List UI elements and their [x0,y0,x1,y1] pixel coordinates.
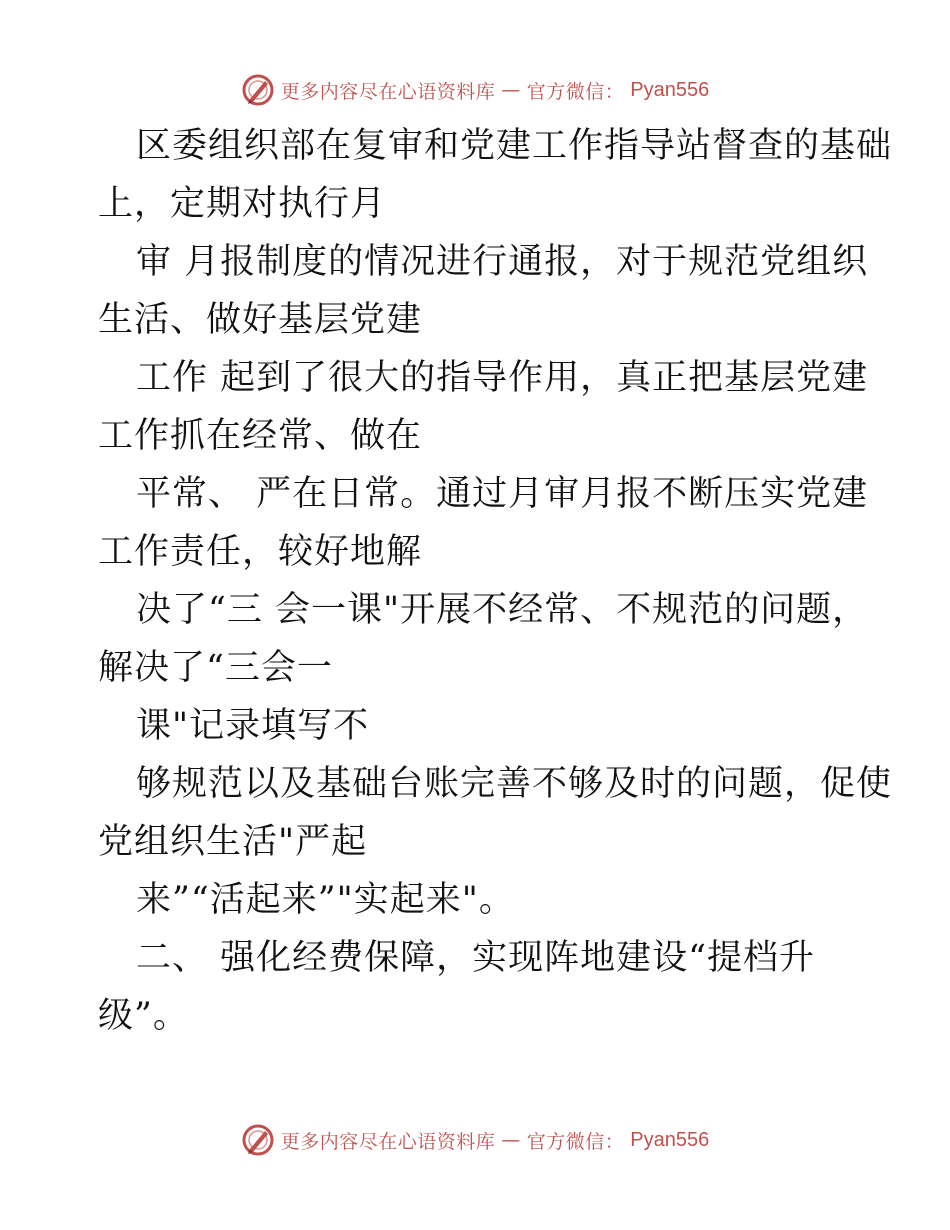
body-line: 来”“活起来”"实起来"。 [136,880,515,920]
body-line: 决了“三 会一课"开展不经常、不规范的问题， [136,590,869,630]
body-line: 工作责任，较好地解 [98,532,423,572]
body-line: 区委组织部在复审和党建工作指导站督查的基础 [136,126,893,166]
pen-logo-icon [241,73,275,107]
body-line: 解决了“三会一 [98,648,333,688]
document-body [98,117,893,1045]
body-line: 生活、做好基层党建 [98,300,423,340]
watermark-site-text: 更多内容尽在心语资料库 [280,1130,496,1153]
watermark-dash: — [501,79,521,101]
watermark-wechat-id: Pyan556 [630,1128,710,1151]
body-line: 工作 起到了很大的指导作用，真正把基层党建 [136,358,869,398]
body-line: 级”。 [98,996,189,1036]
body-line: 审 月报制度的情况进行通报，对于规范党组织 [136,242,869,282]
body-line: 平常、 严在日常。通过月审月报不断压实党建 [136,474,869,514]
footer-watermark [0,1122,950,1158]
watermark-site-text: 更多内容尽在心语资料库 [280,80,496,103]
header-watermark [0,72,950,108]
watermark-dash: — [501,1129,521,1151]
watermark-wechat-label: 官方微信： [526,80,625,103]
body-line: 上，定期对执行月 [98,184,387,224]
body-line: 党组织生活"严起 [98,822,368,862]
body-line: 够规范以及基础台账完善不够及时的问题，促使 [136,764,893,804]
body-line: 课"记录填写不 [136,706,370,746]
pen-logo-icon [241,1123,275,1157]
body-line: 工作抓在经常、做在 [98,416,423,456]
watermark-wechat-id: Pyan556 [630,78,710,101]
section-heading: 二、 强化经费保障，实现阵地建设“提档升 [136,938,816,978]
watermark-wechat-label: 官方微信： [526,1130,625,1153]
